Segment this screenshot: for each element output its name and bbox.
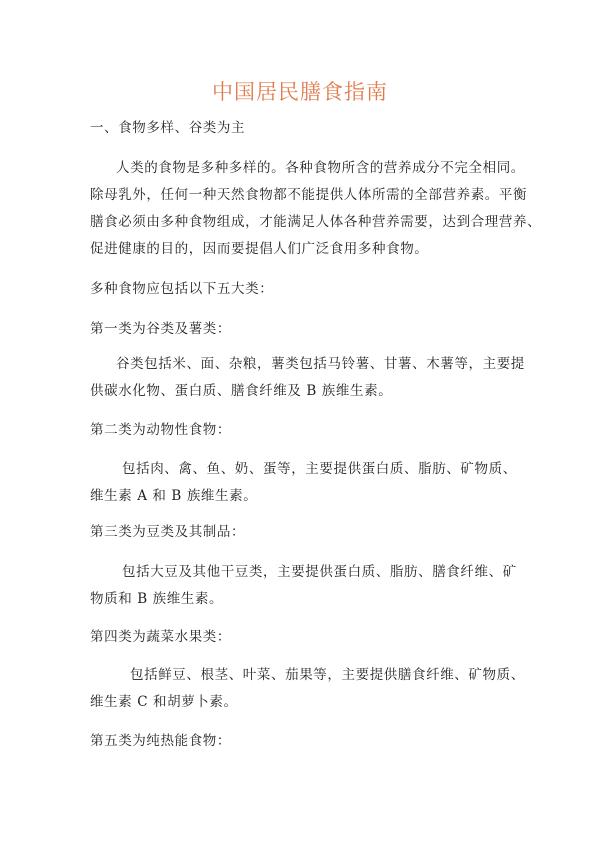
five-categories-intro: 多种食物应包括以下五大类： xyxy=(90,281,274,297)
intro-line-2: 除母乳外，任何一种天然食物都不能提供人体所需的全部营养素。平衡 xyxy=(90,187,528,203)
category-3-line-2: 物质和 B 族维生素。 xyxy=(90,591,224,607)
document-title: 中国居民膳食指南 xyxy=(212,80,388,104)
intro-line-3: 膳食必须由多种食物组成，才能满足人体各种营养需要，达到合理营养、 xyxy=(90,214,542,230)
category-2-line-2: 维生素 A 和 B 族维生素。 xyxy=(90,488,258,504)
intro-line-4: 促进健康的目的，因而要提倡人们广泛食用多种食物。 xyxy=(90,241,429,257)
category-3-line-1: 包括大豆及其他干豆类，主要提供蛋白质、脂肪、膳食纤维、矿 xyxy=(122,564,517,580)
category-2-line-1: 包括肉、禽、鱼、奶、蛋等，主要提供蛋白质、脂肪、矿物质、 xyxy=(122,461,517,477)
category-1-heading: 第一类为谷类及薯类： xyxy=(90,321,231,337)
category-1-line-2: 供碳水化物、蛋白质、膳食纤维及 B 族维生素。 xyxy=(90,383,393,399)
category-5-heading: 第五类为纯热能食物： xyxy=(90,733,231,749)
category-1-line-1: 谷类包括米、面、杂粮，薯类包括马铃薯、甘薯、木薯等，主要提 xyxy=(116,356,525,372)
category-4-line-2: 维生素 C 和胡萝卜素。 xyxy=(90,694,238,710)
category-3-heading: 第三类为豆类及其制品： xyxy=(90,524,246,540)
intro-line-1: 人类的食物是多种多样的。各种食物所含的营养成分不完全相同。 xyxy=(116,160,525,176)
section-heading: 一、食物多样、谷类为主 xyxy=(90,120,246,136)
category-4-heading: 第四类为蔬菜水果类： xyxy=(90,629,231,645)
category-2-heading: 第二类为动物性食物： xyxy=(90,422,231,438)
category-4-line-1: 包括鲜豆、根茎、叶菜、茄果等，主要提供膳食纤维、矿物质、 xyxy=(130,667,525,683)
